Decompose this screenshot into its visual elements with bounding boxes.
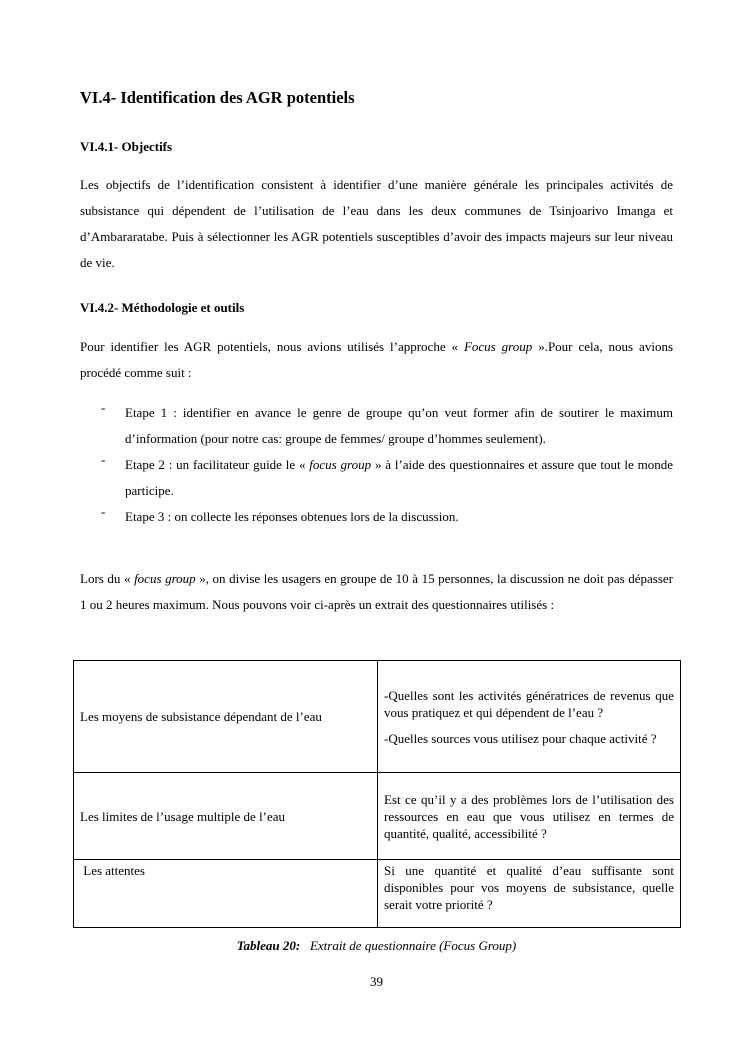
questionnaire-table: [73, 660, 681, 928]
table-row: [74, 773, 681, 860]
list-item: [80, 400, 673, 452]
objectifs-heading: VI.4.1- Objectifs: [80, 139, 173, 154]
table-caption: [80, 938, 673, 954]
list-dash: -: [101, 400, 106, 415]
intro-text-after: ».Pour cela, nous avions procédé comme suit :: [80, 339, 673, 380]
question-text: -Quelles sources vous utilisez pour chaque activité ?: [384, 730, 657, 746]
question-text: Est ce qu’il y a des problèmes lors de l’utilisation des ressources en eau que vous utilisez en termes de quantité, qualité, accessibilité ?: [384, 791, 674, 841]
step-text-before: Etape 3 : on collecte les réponses obtenues lors de la discussion.: [125, 509, 459, 524]
table-row: [74, 860, 681, 928]
step-text-before: Etape 2 : un facilitateur guide le «: [125, 457, 310, 472]
methodologie-heading: VI.4.2- Méthodologie et outils: [80, 300, 245, 315]
objectifs-paragraph: Les objectifs de l’identification consistent à identifier d’une manière générale les principales activités de subsistance qui dépendent de l’utilisation de l’eau dans les deux communes de Tsinjoarivo Imanga et d’Ambararatabe. Puis à sélectionner les AGR potentiels susceptibles d’avoir des impacts majeurs sur leur niveau de vie.: [80, 177, 673, 270]
intro-emphasis: Focus group: [463, 339, 533, 354]
list-dash: -: [101, 452, 106, 467]
intro-text-before: Pour identifier les AGR potentiels, nous avions utilisés l’approche «: [80, 339, 464, 354]
step-text: [125, 400, 673, 452]
table-cell-theme: Les limites de l’usage multiple de l’eau: [74, 773, 378, 860]
page-number: 39: [370, 974, 383, 989]
table-cell-questions: [378, 773, 681, 860]
table-cell-theme: Les moyens de subsistance dépendant de l’eau: [74, 661, 378, 773]
caption-text: Extrait de questionnaire (Focus Group): [309, 938, 517, 953]
table-cell-questions: [378, 661, 681, 773]
step-emphasis: focus group: [309, 457, 372, 472]
caption-label: Tableau 20:: [236, 938, 301, 953]
table-cell-questions: [378, 860, 681, 928]
methodologie-intro: [80, 334, 673, 386]
list-item: [80, 452, 673, 504]
outro-text-after: », on divise les usagers en groupe de 10 à 15 personnes, la discussion ne doit pas dépasser 1 ou 2 heures maximum. Nous pouvons voir ci-après un extrait des questionnaires utilisés :: [80, 571, 673, 612]
methodologie-outro: [80, 566, 673, 618]
question-text: -Quelles sont les activités génératrices de revenus que vous pratiquez et qui dépendent de l’eau ?: [384, 687, 674, 720]
list-item: [80, 504, 673, 530]
section-title: VI.4- Identification des AGR potentiels: [80, 88, 355, 107]
steps-list: [80, 400, 673, 530]
outro-text-before: Lors du «: [80, 571, 135, 586]
step-text-after: » à l’aide des questionnaires et assure que tout le monde participe.: [125, 457, 673, 498]
table-row: [74, 661, 681, 773]
step-text: [125, 504, 673, 530]
list-dash: -: [101, 504, 106, 519]
outro-emphasis: focus group: [134, 571, 196, 586]
step-text-before: Etape 1 : identifier en avance le genre de groupe qu’on veut former afin de soutirer le maximum d’information (pour notre cas: groupe de femmes/ groupe d’hommes seulement).: [125, 405, 673, 446]
step-text: [125, 452, 673, 504]
question-text: Si une quantité et qualité d’eau suffisante sont disponibles pour vos moyens de subsistance, quelle serait votre priorité ?: [384, 863, 674, 912]
table-cell-theme: Les attentes: [74, 860, 378, 928]
